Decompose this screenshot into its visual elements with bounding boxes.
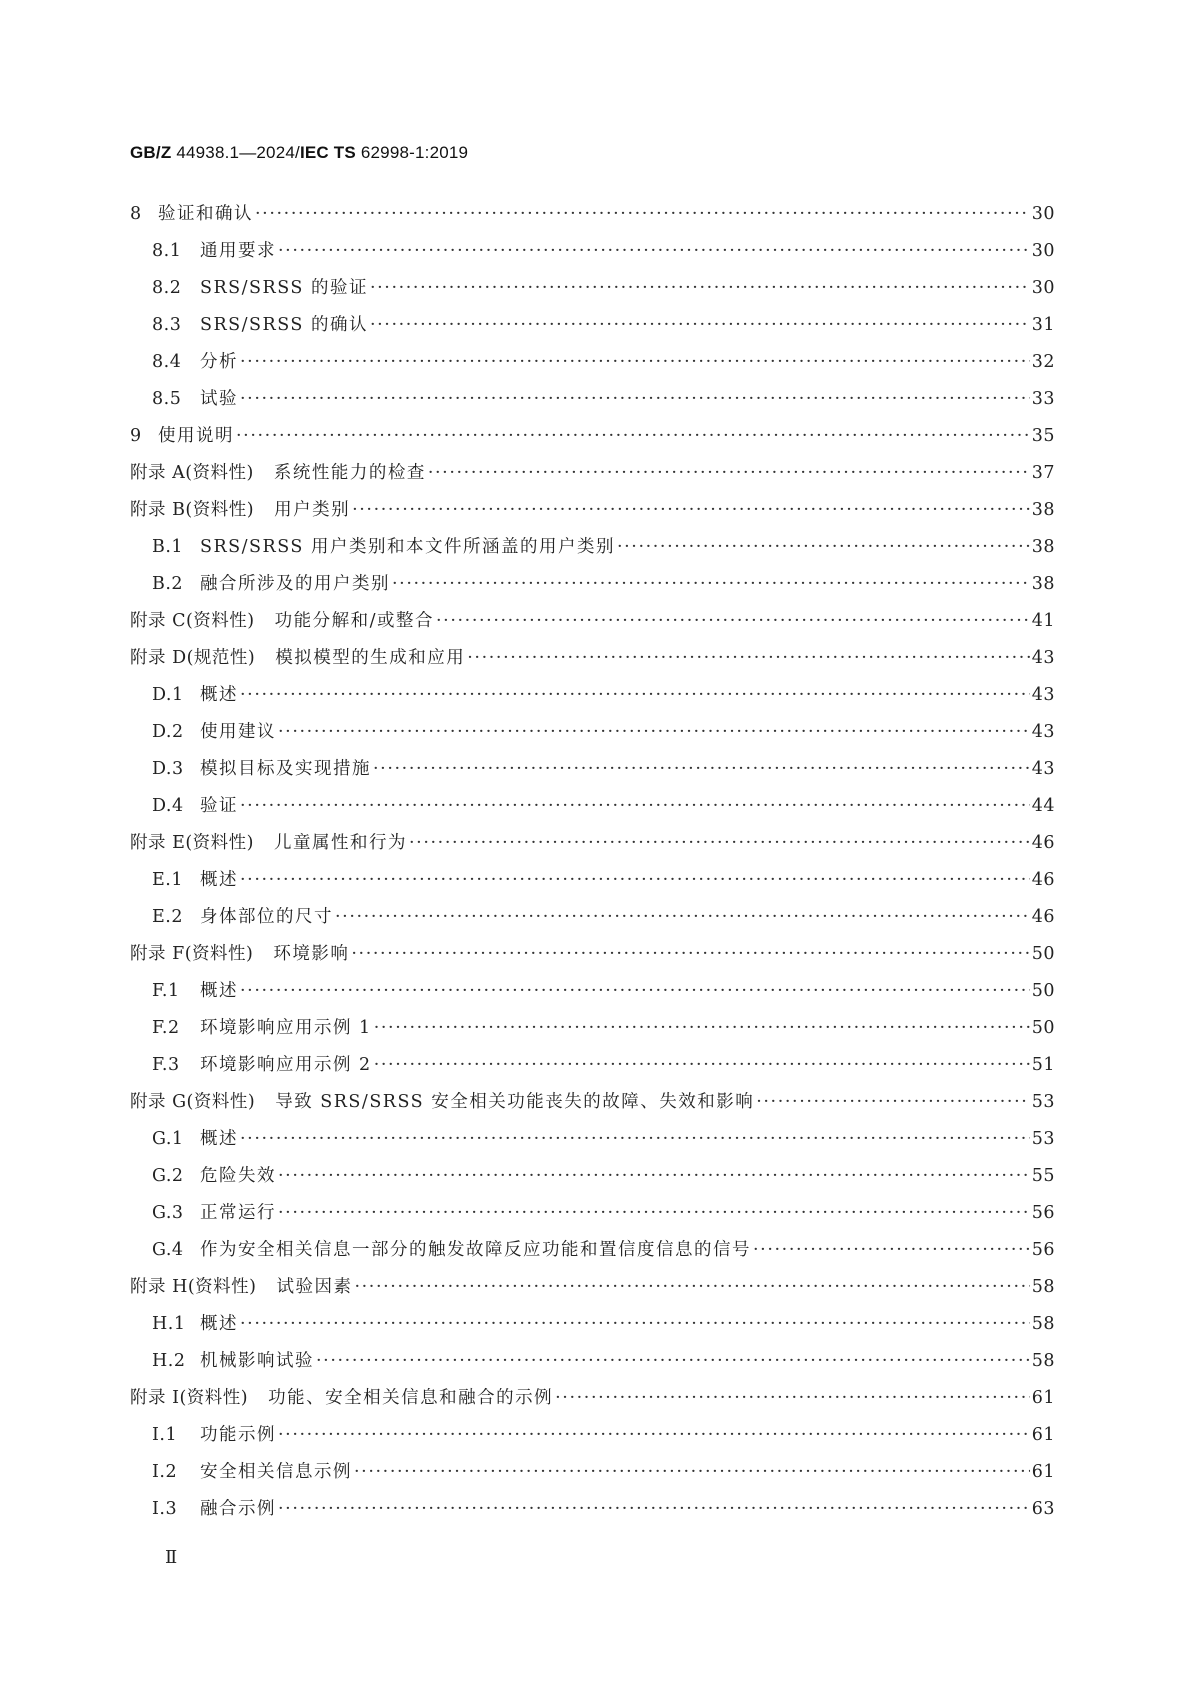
toc-entry-title: 分析 [200, 352, 238, 372]
toc-entry-title: 概述 [200, 685, 238, 705]
toc-leader-dots [240, 344, 1030, 381]
toc-entry-number: G.1 [152, 1129, 184, 1149]
toc-entry-page: 31 [1031, 315, 1055, 335]
toc-entry-title: 环境影响应用示例 1 [200, 1018, 372, 1038]
toc-leader-dots [240, 1121, 1030, 1158]
toc-leader-dots [373, 751, 1030, 788]
toc-entry[interactable] [130, 1232, 1055, 1269]
toc-entry[interactable] [130, 1121, 1055, 1158]
toc-leader-dots [316, 1343, 1030, 1380]
toc-entry-page: 32 [1031, 352, 1055, 372]
toc-entry-page: 38 [1031, 500, 1055, 520]
toc-entry-title: 模拟模型的生成和应用 [275, 648, 466, 668]
toc-entry-title: 系统性能力的检查 [273, 463, 426, 483]
toc-entry-number: 附录 H(资料性) [130, 1277, 257, 1297]
toc-entry-number: 8.4 [152, 352, 182, 372]
toc-entry[interactable] [130, 973, 1055, 1010]
toc-entry-page: 63 [1031, 1499, 1055, 1519]
toc-entry-page: 61 [1031, 1388, 1055, 1408]
toc-entry[interactable] [130, 1417, 1055, 1454]
toc-entry-title: 通用要求 [200, 241, 276, 261]
toc-leader-dots [352, 492, 1030, 529]
toc-leader-dots [436, 603, 1030, 640]
toc-entry[interactable] [130, 1306, 1055, 1343]
toc-entry-title: 模拟目标及实现措施 [200, 759, 371, 779]
toc-leader-dots [278, 714, 1030, 751]
toc-entry-title: 儿童属性和行为 [274, 833, 407, 853]
toc-entry[interactable] [130, 344, 1055, 381]
toc-entry-number: G.2 [152, 1166, 184, 1186]
toc-entry-title: 使用说明 [158, 426, 234, 446]
toc-entry-number: F.2 [152, 1018, 180, 1038]
toc-entry-number: 8.1 [152, 241, 182, 261]
toc-leader-dots [351, 936, 1029, 973]
toc-entry[interactable] [130, 196, 1055, 233]
toc-entry-page: 53 [1031, 1092, 1055, 1112]
toc-entry-number: B.1 [152, 537, 184, 557]
toc-leader-dots [240, 862, 1030, 899]
toc-entry-page: 56 [1031, 1203, 1055, 1223]
toc-entry-title: SRS/SRSS 的验证 [200, 278, 368, 298]
toc-entry-number: 8 [130, 204, 142, 224]
table-of-contents [130, 196, 1055, 1528]
toc-leader-dots [240, 973, 1030, 1010]
toc-entry-number: H.1 [152, 1314, 186, 1334]
toc-entry-number: 9 [130, 426, 142, 446]
toc-entry-page: 30 [1031, 204, 1055, 224]
toc-entry-title: 危险失效 [200, 1166, 276, 1186]
toc-entry-title: 用户类别 [274, 500, 351, 520]
toc-entry[interactable] [130, 1491, 1055, 1528]
toc-leader-dots [240, 381, 1030, 418]
toc-leader-dots [236, 418, 1030, 455]
toc-entry-page: 50 [1031, 944, 1055, 964]
toc-entry-number: E.1 [152, 870, 183, 890]
toc-entry-number: I.3 [152, 1499, 178, 1519]
toc-entry-annex[interactable] [130, 1380, 1055, 1417]
toc-leader-dots [278, 1491, 1030, 1528]
toc-entry-page: 41 [1031, 611, 1055, 631]
toc-entry-number: 附录 E(资料性) [130, 833, 254, 853]
toc-entry[interactable] [130, 1047, 1055, 1084]
toc-entry-number: 8.2 [152, 278, 182, 298]
toc-entry-title: 使用建议 [200, 722, 276, 742]
toc-entry-title: 安全相关信息示例 [200, 1462, 352, 1482]
header-iec-ts: IEC TS [299, 143, 356, 162]
toc-leader-dots [467, 640, 1029, 677]
toc-entry-page: 38 [1031, 574, 1055, 594]
toc-leader-dots [278, 233, 1030, 270]
toc-leader-dots [392, 566, 1030, 603]
toc-entry-annex[interactable] [130, 825, 1055, 862]
toc-entry-page: 33 [1031, 389, 1055, 409]
toc-entry[interactable] [130, 1158, 1055, 1195]
toc-entry-title: 验证和确认 [158, 204, 253, 224]
toc-entry[interactable] [130, 788, 1055, 825]
header-iec-number: 62998-1:2019 [355, 143, 469, 162]
toc-entry-number: 附录 A(资料性) [130, 463, 254, 483]
toc-entry-page: 44 [1031, 796, 1055, 816]
header-standard-number: 44938.1—2024/ [171, 143, 300, 162]
toc-entry-page: 51 [1031, 1055, 1055, 1075]
toc-entry-page: 56 [1031, 1240, 1055, 1260]
document-header [130, 143, 468, 163]
toc-entry-page: 46 [1031, 907, 1055, 927]
toc-entry-title: 环境影响 [273, 944, 350, 964]
toc-entry-number: G.4 [152, 1240, 184, 1260]
toc-entry-page: 50 [1031, 1018, 1055, 1038]
toc-entry-page: 43 [1031, 648, 1055, 668]
toc-entry-number: 附录 B(资料性) [130, 500, 255, 520]
page-number-roman: Ⅱ [165, 1547, 178, 1568]
toc-entry[interactable] [130, 751, 1055, 788]
toc-entry-title: 正常运行 [200, 1203, 276, 1223]
toc-entry-page: 61 [1031, 1462, 1055, 1482]
toc-entry-page: 58 [1031, 1314, 1055, 1334]
toc-entry-number: G.3 [152, 1203, 184, 1223]
toc-leader-dots [240, 1306, 1030, 1343]
toc-entry-title: 融合所涉及的用户类别 [200, 574, 390, 594]
toc-entry-annex[interactable] [130, 640, 1055, 677]
toc-entry-number: D.1 [152, 685, 184, 705]
toc-leader-dots [555, 1380, 1030, 1417]
toc-entry-number: F.3 [152, 1055, 180, 1075]
toc-entry-title: 环境影响应用示例 2 [200, 1055, 372, 1075]
toc-leader-dots [374, 1010, 1030, 1047]
toc-entry-annex[interactable] [130, 492, 1055, 529]
toc-entry-title: 概述 [200, 981, 238, 1001]
toc-entry-page: 38 [1031, 537, 1055, 557]
toc-leader-dots [354, 1454, 1030, 1491]
toc-entry[interactable] [130, 381, 1055, 418]
toc-entry-title: 概述 [200, 1314, 238, 1334]
toc-entry-annex[interactable] [130, 603, 1055, 640]
toc-entry[interactable] [130, 270, 1055, 307]
toc-entry-page: 43 [1031, 759, 1055, 779]
toc-entry-number: D.3 [152, 759, 184, 779]
header-standard-code: GB/Z [130, 143, 172, 162]
toc-leader-dots [374, 1047, 1030, 1084]
toc-entry-number: I.1 [152, 1425, 178, 1445]
toc-leader-dots [240, 677, 1030, 714]
toc-entry-title: 概述 [200, 1129, 238, 1149]
toc-leader-dots [370, 307, 1030, 344]
toc-entry-annex[interactable] [130, 1084, 1055, 1121]
toc-entry-title: 试验因素 [276, 1277, 353, 1297]
toc-leader-dots [278, 1158, 1030, 1195]
toc-entry-number: 附录 F(资料性) [130, 944, 254, 964]
toc-entry[interactable] [130, 1010, 1055, 1047]
toc-entry-title: SRS/SRSS 的确认 [200, 315, 368, 335]
toc-entry-title: 功能分解和/或整合 [274, 611, 435, 631]
toc-entry-annex[interactable] [130, 936, 1055, 973]
toc-entry[interactable] [130, 677, 1055, 714]
toc-entry-number: 8.5 [152, 389, 182, 409]
toc-leader-dots [354, 1269, 1029, 1306]
toc-entry[interactable] [130, 418, 1055, 455]
toc-entry[interactable] [130, 529, 1055, 566]
toc-entry-title: 试验 [200, 389, 238, 409]
toc-entry[interactable] [130, 1454, 1055, 1491]
toc-leader-dots [278, 1195, 1030, 1232]
toc-entry-page: 58 [1031, 1277, 1055, 1297]
toc-entry-title: 作为安全相关信息一部分的触发故障反应功能和置信度信息的信号 [200, 1240, 751, 1260]
toc-entry-number: 附录 D(规范性) [130, 648, 256, 668]
toc-entry-page: 37 [1031, 463, 1055, 483]
toc-leader-dots [240, 788, 1030, 825]
toc-entry-number: 附录 C(资料性) [130, 611, 255, 631]
toc-entry-number: 附录 I(资料性) [130, 1388, 249, 1408]
toc-entry-title: 身体部位的尺寸 [200, 907, 333, 927]
toc-entry[interactable] [130, 1195, 1055, 1232]
toc-entry-page: 50 [1031, 981, 1055, 1001]
toc-entry-number: 附录 G(资料性) [130, 1092, 256, 1112]
toc-leader-dots [617, 529, 1030, 566]
toc-entry-page: 46 [1031, 833, 1055, 853]
toc-entry-title: 功能、安全相关信息和融合的示例 [268, 1388, 554, 1408]
toc-entry-number: B.2 [152, 574, 184, 594]
toc-entry-number: 8.3 [152, 315, 182, 335]
toc-entry-title: 融合示例 [200, 1499, 276, 1519]
toc-entry-page: 58 [1031, 1351, 1055, 1371]
toc-entry-number: D.4 [152, 796, 184, 816]
toc-leader-dots [409, 825, 1030, 862]
toc-entry-number: I.2 [152, 1462, 178, 1482]
toc-entry-number: H.2 [152, 1351, 186, 1371]
toc-entry-page: 35 [1031, 426, 1055, 446]
toc-entry-annex[interactable] [130, 455, 1055, 492]
toc-leader-dots [335, 899, 1030, 936]
toc-leader-dots [255, 196, 1030, 233]
toc-entry[interactable] [130, 566, 1055, 603]
toc-entry-page: 55 [1031, 1166, 1055, 1186]
toc-leader-dots [370, 270, 1030, 307]
toc-entry-page: 61 [1031, 1425, 1055, 1445]
toc-entry-page: 43 [1031, 685, 1055, 705]
toc-entry[interactable] [130, 307, 1055, 344]
toc-entry[interactable] [130, 714, 1055, 751]
toc-leader-dots [753, 1232, 1030, 1269]
toc-entry-title: 功能示例 [200, 1425, 276, 1445]
toc-entry[interactable] [130, 862, 1055, 899]
toc-leader-dots [278, 1417, 1030, 1454]
toc-entry-title: 机械影响试验 [200, 1351, 314, 1371]
toc-entry-page: 46 [1031, 870, 1055, 890]
toc-entry-title: SRS/SRSS 用户类别和本文件所涵盖的用户类别 [200, 537, 615, 557]
toc-entry-title: 导致 SRS/SRSS 安全相关功能丧失的故障、失效和影响 [275, 1092, 755, 1112]
toc-leader-dots [428, 455, 1030, 492]
toc-entry-title: 概述 [200, 870, 238, 890]
toc-entry-page: 53 [1031, 1129, 1055, 1149]
toc-entry-page: 30 [1031, 241, 1055, 261]
toc-entry-number: E.2 [152, 907, 183, 927]
toc-entry-title: 验证 [200, 796, 238, 816]
toc-entry[interactable] [130, 233, 1055, 270]
toc-entry-number: D.2 [152, 722, 184, 742]
toc-entry-page: 43 [1031, 722, 1055, 742]
toc-entry-annex[interactable] [130, 1269, 1055, 1306]
toc-entry-number: F.1 [152, 981, 180, 1001]
toc-leader-dots [756, 1084, 1030, 1121]
toc-entry[interactable] [130, 899, 1055, 936]
toc-entry-page: 30 [1031, 278, 1055, 298]
toc-entry[interactable] [130, 1343, 1055, 1380]
